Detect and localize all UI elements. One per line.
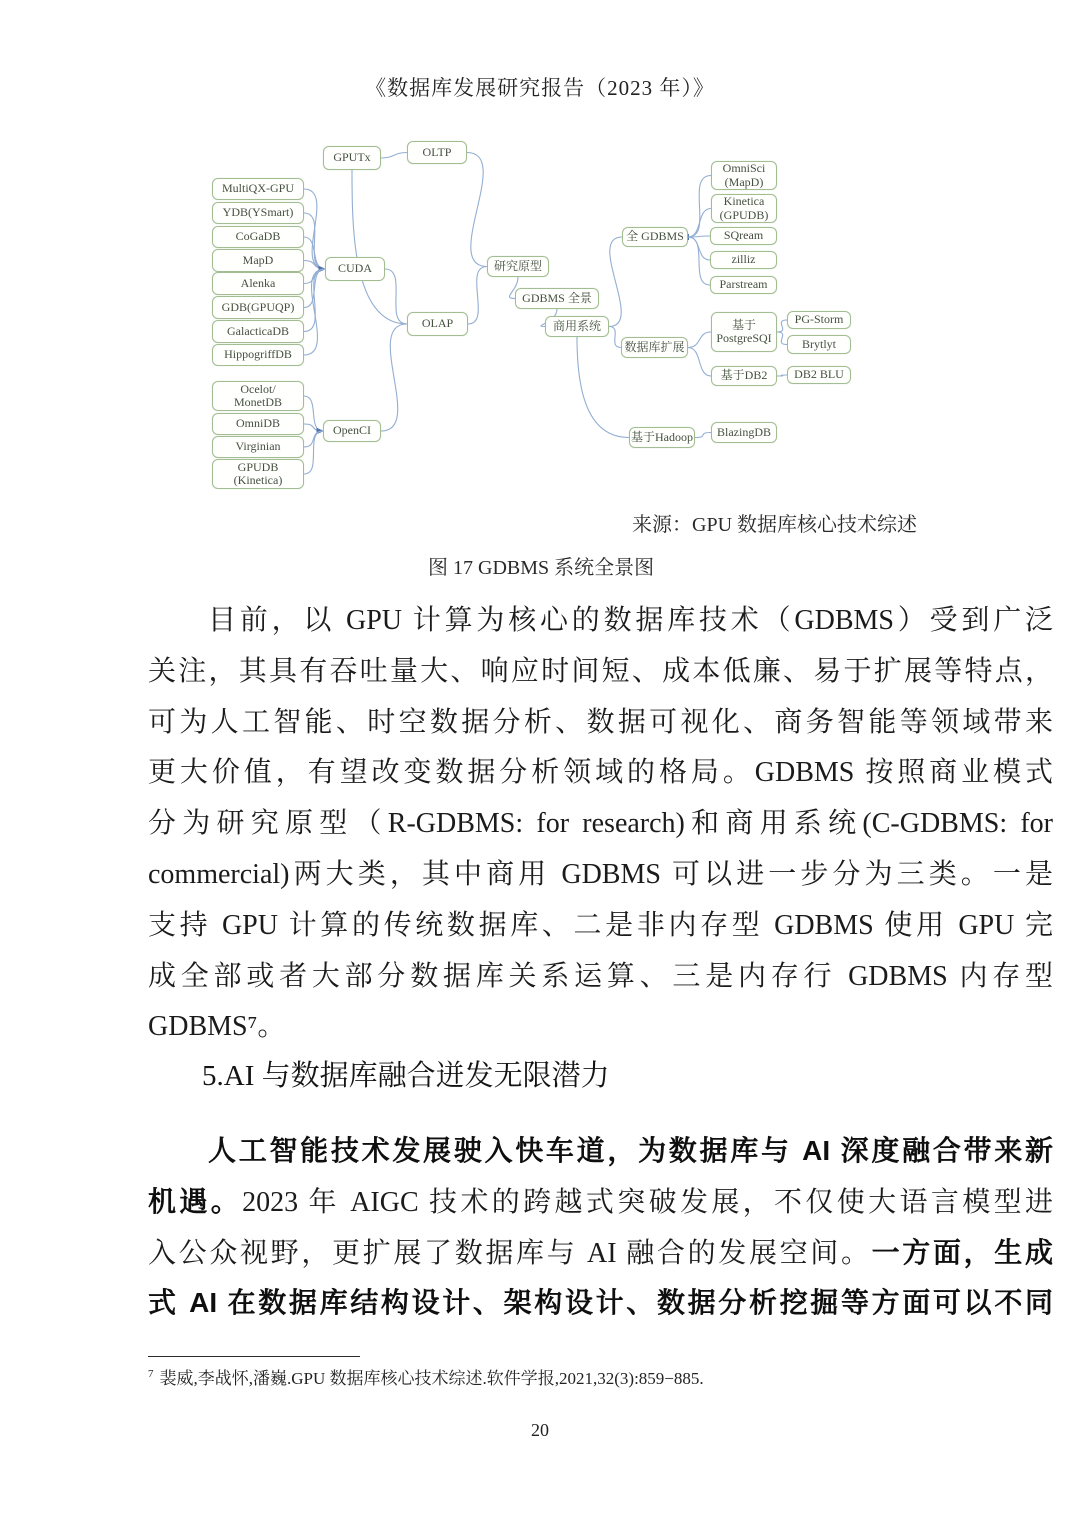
text-segment: 关注，其具有吞吐量大、响应时间短、成本低廉、易于扩展等特点， (148, 655, 1053, 687)
diagram-node-label: Alenka (240, 275, 276, 290)
diagram-node-label: PostgreSQI (716, 331, 772, 345)
text-segment: 支持 GPU 计算的传统数据库、二是非内存型 GDBMS 使用 GPU 完 (148, 909, 1053, 941)
page-header-title: 《数据库发展研究报告（2023 年）》 (365, 76, 715, 100)
text-line (148, 748, 1053, 799)
diagram-node-qgdbms (622, 227, 688, 247)
text-line (148, 799, 1053, 850)
diagram-edge (688, 332, 711, 348)
diagram-node-label: OLAP (421, 316, 454, 331)
section-heading: 5.AI 与数据库融合迸发无限潜力 (202, 1060, 610, 1092)
diagram-node-olap (407, 312, 468, 336)
diagram-node-db2blu (787, 366, 851, 384)
body-paragraph-2 (148, 1126, 1053, 1329)
footnote (148, 1364, 1053, 1389)
diagram-node-oltp (407, 141, 467, 164)
diagram-edge (352, 170, 407, 324)
diagram-edge (381, 153, 407, 159)
diagram-node-label: GPUDB (237, 459, 279, 474)
diagram-node-label: 数据库扩展 (624, 339, 685, 354)
figure-source-caption: 来源：GPU 数据库核心技术综述 (632, 514, 918, 536)
diagram-node-omnidb (212, 413, 304, 435)
text-segment: 2023 年 AIGC 技术的跨越式突破发展，不仅使大语言模型进 (242, 1186, 1053, 1218)
diagram-node-kinetica (711, 194, 777, 223)
diagram-node-label: Parstream (719, 277, 768, 292)
diagram-edge (467, 153, 487, 267)
footnote-text: 裴威,李战怀,潘巍.GPU 数据库核心技术综述.软件学报,2021,32(3):859−885. (159, 1369, 704, 1388)
diagram-node-jypg (711, 312, 777, 352)
diagram-node-label: 基于 (731, 317, 756, 332)
diagram-edge (688, 237, 710, 285)
diagram-node-multiqx (212, 178, 304, 200)
diagram-node-label: OmniDB (235, 416, 280, 431)
diagram-node-blazingdb (711, 422, 777, 443)
diagram-node-label: (MapD) (724, 174, 764, 189)
text-line (148, 1126, 1053, 1177)
diagram-node-quanjing (515, 288, 599, 309)
diagram-node-label: Brytlyt (801, 336, 836, 351)
text-line (148, 850, 1053, 901)
footnote-marker: 7 (148, 1368, 154, 1381)
diagram-edge (688, 176, 711, 238)
diagram-node-ocelot (212, 381, 304, 411)
diagram-edge (695, 433, 711, 438)
diagram-edge (688, 348, 711, 377)
bold-text-segment: 人工智能技术发展驶入快车道，为数据库与 AI 深度融合带来新 (208, 1135, 1053, 1166)
diagram-edge (777, 320, 787, 332)
diagram-node-label: CUDA (337, 261, 372, 276)
diagram-node-label: 商用系统 (552, 318, 601, 333)
diagram-node-mapd (212, 249, 304, 272)
diagram-edge (385, 269, 407, 324)
diagram-node-cogadb (212, 226, 304, 248)
diagram-node-label: OmniSci (722, 161, 766, 176)
text-line (148, 698, 1053, 749)
diagram-edge (609, 327, 621, 348)
diagram-node-label: MonetDB (234, 395, 282, 409)
diagram-node-label: OpenCI (333, 423, 371, 438)
text-line (148, 647, 1053, 698)
diagram-node-label: SQream (723, 228, 764, 243)
diagram-node-label: GDBMS 全景 (522, 290, 592, 305)
diagram-node-parstream (710, 276, 777, 294)
diagram-edge (381, 324, 407, 431)
text-line (148, 952, 1053, 1003)
text-line (148, 1002, 1053, 1053)
diagram-edge (304, 396, 323, 431)
diagram-node-label: HippogriffDB (224, 347, 292, 362)
diagram-node-label: 全 GDBMS (626, 229, 684, 244)
text-segment: 目前，以 GPU 计算为核心的数据库技术（GDBMS）受到广泛 (208, 605, 1053, 636)
bold-text-segment: 机遇。 (148, 1185, 243, 1217)
diagram-node-label: MapD (242, 252, 274, 267)
diagram-node-label: DB2 BLU (794, 367, 844, 382)
diagram-node-label: YDB(YSmart) (222, 205, 294, 220)
diagram-edge (304, 261, 325, 270)
diagram-node-shangyong (545, 316, 609, 337)
diagram-node-gputx (323, 146, 381, 170)
diagram-node-label: 基于Hadoop (631, 429, 693, 444)
diagram-node-galactica (212, 320, 304, 343)
diagram-edge (777, 375, 787, 376)
diagram-node-yjyx (487, 256, 549, 277)
diagram-node-jydb2 (711, 366, 777, 386)
diagram-node-brytlyt (787, 335, 851, 354)
body-paragraph-1 (148, 596, 1053, 1053)
footnote-separator (148, 1356, 360, 1357)
diagram-node-label: BlazingDB (717, 424, 771, 439)
text-line (148, 901, 1053, 952)
text-segment: 可为人工智能、时空数据分析、数据可视化、商务智能等领域带来 (148, 706, 1053, 738)
diagram-node-opencl (323, 420, 381, 442)
diagram-node-label: 基于DB2 (720, 368, 768, 383)
diagram-node-gdb (212, 296, 304, 319)
diagram-node-gpudb (212, 459, 304, 489)
diagram-edge (609, 237, 622, 327)
text-segment: 更大价值，有望改变数据分析领域的格局。GDBMS 按照商业模式 (148, 757, 1053, 789)
diagram-node-label: PG-Storm (794, 312, 844, 327)
diagram-node-label: GDB(GPUQP) (221, 299, 295, 314)
diagram-node-ydb (212, 202, 304, 224)
diagram-node-label: (Kinetica) (233, 473, 283, 487)
diagram-node-virginian (212, 436, 304, 458)
diagram-node-label: zilliz (731, 252, 756, 267)
page-number: 20 (531, 1420, 549, 1440)
text-segment: 分为研究原型（R-GDBMS: for research)和商用系统(C-GDBMS: for (148, 808, 1053, 840)
diagram-node-label: MultiQX-GPU (221, 181, 294, 196)
text-line (148, 1177, 1053, 1228)
diagram-edge (304, 269, 325, 355)
diagram-node-jyhadoop (629, 427, 695, 448)
text-segment: commercial)两大类，其中商用 GDBMS 可以进一步分为三类。一是 (148, 858, 1053, 890)
diagram-node-zilliz (710, 251, 777, 269)
gdbms-system-diagram (195, 130, 875, 505)
diagram-node-omnisci (711, 161, 777, 190)
diagram-node-pgstorm (787, 311, 851, 329)
text-segment: 成全部或者大部分数据库关系运算、三是内存行 GDBMS 内存型 (148, 960, 1053, 992)
diagram-edge (304, 269, 325, 332)
text-line (148, 1278, 1053, 1329)
text-segment: GDBMS⁷。 (148, 1011, 286, 1043)
text-segment: 入公众视野，更扩展了数据库与 AI 融合的发展空间。 (148, 1237, 872, 1269)
diagram-node-label: GPUTx (333, 150, 371, 165)
diagram-node-cuda (325, 257, 385, 281)
diagram-node-hippogriff (212, 344, 304, 366)
diagram-node-label: 研究原型 (493, 258, 542, 273)
diagram-edge (468, 267, 487, 325)
diagram-node-label: CoGaDB (235, 229, 281, 244)
diagram-node-label: OLTP (422, 144, 452, 159)
diagram-node-sqream (710, 227, 777, 245)
diagram-node-label: Kinetica (723, 194, 765, 209)
diagram-node-label: Virginian (235, 439, 281, 454)
diagram-node-alenka (212, 272, 304, 295)
diagram-node-kuozhan (621, 337, 688, 358)
diagram-edge (777, 332, 787, 345)
diagram-node-label: Ocelot/ (240, 381, 276, 396)
figure-title-caption: 图 17 GDBMS 系统全景图 (428, 557, 655, 579)
text-line (148, 1228, 1053, 1279)
bold-text-segment: 一方面，生成 (871, 1236, 1053, 1268)
diagram-node-label: (GPUDB) (719, 207, 769, 222)
text-line (148, 596, 1053, 647)
bold-text-segment: 式 AI 在数据库结构设计、架构设计、数据分析挖掘等方面可以不同 (148, 1287, 1053, 1319)
diagram-node-label: GalacticaDB (227, 323, 289, 338)
